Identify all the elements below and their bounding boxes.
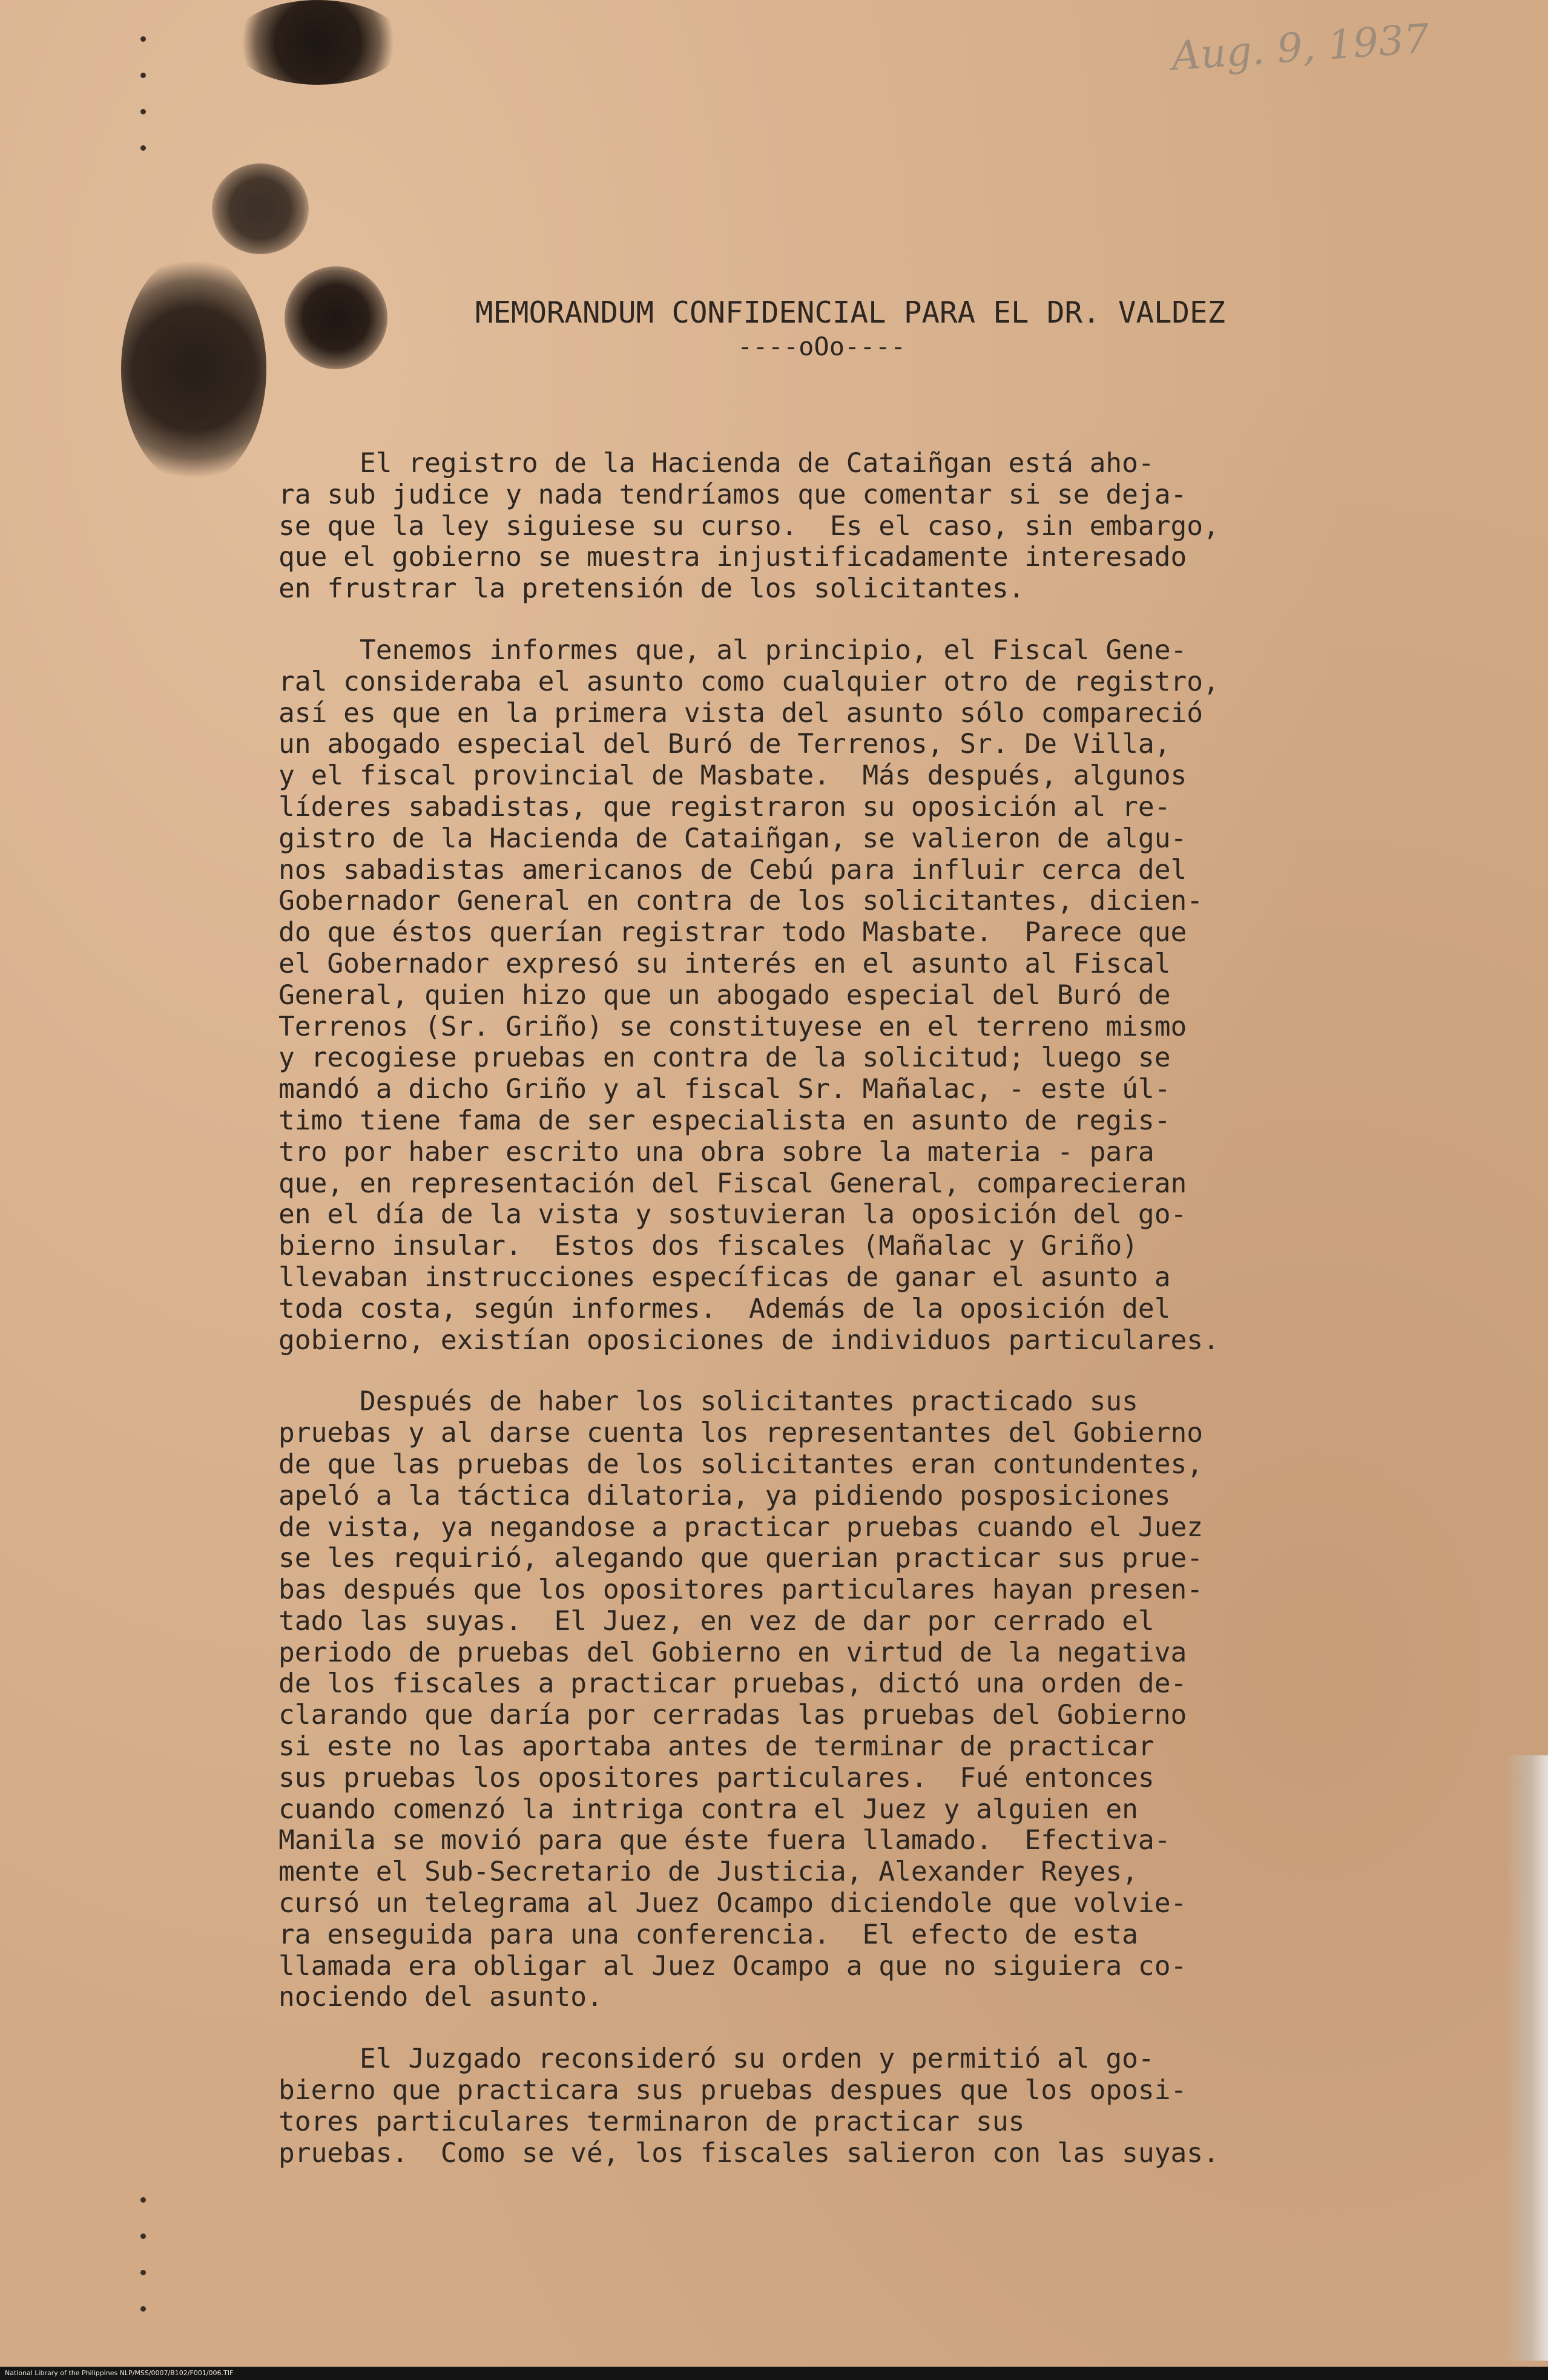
text-line: periodo de pruebas del Gobierno en virtud de la negativa (278, 1637, 1187, 1668)
text-line: de los fiscales a practicar pruebas, dictó una orden de- (278, 1668, 1187, 1700)
punch-hole-dot (140, 2306, 146, 2312)
text-line: Manila se movió para que éste fuera llamado. Efectiva- (278, 1825, 1171, 1856)
text-line: y el fiscal provincial de Masbate. Más después, algunos (278, 760, 1187, 792)
text-line: líderes sabadistas, que registraron su oposición al re- (278, 791, 1171, 823)
text-line: Tenemos informes que, al principio, el Fiscal Gene- (278, 634, 1187, 666)
text-line: El registro de la Hacienda de Cataiñgan está aho- (278, 448, 1154, 479)
text-line: El Juzgado reconsideró su orden y permitió al go- (278, 2043, 1154, 2075)
text-line: cuando comenzó la intriga contra el Juez y alguien en (278, 1793, 1138, 1825)
text-line: tado las suyas. El Juez, en vez de dar por cerrado el (278, 1605, 1154, 1637)
text-line: bierno insular. Estos dos fiscales (Mañalac y Griño) (278, 1231, 1138, 1262)
text-line: llevaban instrucciones específicas de ganar el asunto a (278, 1261, 1171, 1293)
text-line: llamada era obligar al Juez Ocampo a que no siguiera co- (278, 1950, 1187, 1982)
punch-hole-dot (140, 2234, 146, 2239)
text-line: así es que en la primera vista del asunto sólo compareció (278, 697, 1204, 729)
text-line: que el gobierno se muestra injustificadamente interesado (278, 542, 1187, 573)
paragraph (278, 635, 1332, 1356)
paragraph-gap (278, 2013, 1332, 2043)
punch-hole-dot (140, 2197, 146, 2203)
text-line: nociendo del asunto. (278, 1982, 603, 2013)
text-line: pruebas y al darse cuenta los representantes del Gobierno (278, 1418, 1204, 1449)
paragraph-gap (278, 605, 1332, 635)
ink-stain (121, 254, 266, 484)
torn-edge (1506, 1755, 1548, 2361)
text-line: Después de haber los solicitantes practicado sus (278, 1386, 1138, 1418)
text-line: mandó a dicho Griño y al fiscal Sr. Mañalac, - este úl- (278, 1074, 1171, 1105)
text-line: Terrenos (Sr. Griño) se constituyese en el terreno mismo (278, 1011, 1187, 1042)
text-line: de que las pruebas de los solicitantes eran contundentes, (278, 1448, 1204, 1480)
text-line: ra sub judice y nada tendríamos que comentar si se deja- (278, 479, 1187, 510)
text-line: General, quien hizo que un abogado especial del Buró de (278, 979, 1171, 1011)
ink-stain (285, 266, 387, 369)
text-line: sus pruebas los opositores particulares. Fué entonces (278, 1762, 1154, 1793)
title-separator: ----oOo---- (737, 332, 906, 361)
text-line: y recogiese pruebas en contra de la solicitud; luego se (278, 1042, 1171, 1074)
text-line: timo tiene fama de ser especialista en asunto de regis- (278, 1105, 1171, 1136)
text-line: se les requirió, alegando que querian practicar sus prue- (278, 1543, 1204, 1574)
punch-hole-dot (140, 2270, 146, 2275)
text-line: que, en representación del Fiscal General, comparecieran (278, 1168, 1187, 1199)
text-line: apeló a la táctica dilatoria, ya pidiendo posposiciones (278, 1480, 1171, 1511)
text-line: tores particulares terminaron de practicar sus (278, 2106, 1025, 2137)
text-line: de vista, ya negandose a practicar pruebas cuando el Juez (278, 1511, 1204, 1543)
text-line: en el día de la vista y sostuvieran la oposición del go- (278, 1199, 1187, 1231)
punch-hole-dot (140, 36, 146, 42)
text-line: gobierno, existían oposiciones de individuos particulares. (278, 1324, 1219, 1356)
archive-footer-label: National Library of the Philippines NLP/MSS/0007/B102/F001/006.TIF (5, 2369, 234, 2377)
text-line: pruebas. Como se vé, los fiscales salieron con las suyas. (278, 2137, 1219, 2169)
paragraph-gap (278, 1356, 1332, 1386)
text-line: en frustrar la pretensión de los solicitantes. (278, 573, 1025, 605)
ink-stain (233, 0, 403, 85)
memo-body (278, 448, 1332, 2169)
memo-title: MEMORANDUM CONFIDENCIAL PARA EL DR. VALDEZ (475, 295, 1226, 330)
text-line: do que éstos querían registrar todo Masbate. Parece que (278, 917, 1187, 948)
text-line: ral consideraba el asunto como cualquier otro de registro, (278, 666, 1219, 697)
text-line: cursó un telegrama al Juez Ocampo diciendole que volvie- (278, 1888, 1187, 1919)
text-line: mente el Sub-Secretario de Justicia, Alexander Reyes, (278, 1856, 1138, 1888)
text-line: gistro de la Hacienda de Cataiñgan, se valieron de algu- (278, 823, 1187, 854)
ink-stain (212, 163, 309, 254)
paragraph (278, 1386, 1332, 2013)
text-line: tro por haber escrito una obra sobre la materia - para (278, 1136, 1154, 1168)
text-line: bas después que los opositores particulares hayan presen- (278, 1574, 1204, 1606)
handwritten-date: Aug. 9, 1937 (1170, 15, 1431, 80)
text-line: ra enseguida para una conferencia. El efecto de esta (278, 1919, 1138, 1950)
text-line: se que la ley siguiese su curso. Es el caso, sin embargo, (278, 510, 1219, 542)
text-line: un abogado especial del Buró de Terrenos, Sr. De Villa, (278, 729, 1171, 760)
text-line: toda costa, según informes. Además de la oposición del (278, 1293, 1171, 1324)
paragraph (278, 448, 1332, 605)
punch-hole-dot (140, 73, 146, 78)
text-line: bierno que practicara sus pruebas despues que los oposi- (278, 2075, 1187, 2106)
punch-hole-dot (140, 145, 146, 151)
text-line: Gobernador General en contra de los solicitantes, dicien- (278, 886, 1204, 917)
text-line: el Gobernador expresó su interés en el asunto al Fiscal (278, 948, 1171, 979)
text-line: clarando que daría por cerradas las pruebas del Gobierno (278, 1700, 1187, 1731)
text-line: nos sabadistas americanos de Cebú para influir cerca del (278, 854, 1187, 886)
paragraph (278, 2043, 1332, 2169)
punch-hole-dot (140, 109, 146, 114)
text-line: si este no las aportaba antes de terminar de practicar (278, 1731, 1154, 1763)
